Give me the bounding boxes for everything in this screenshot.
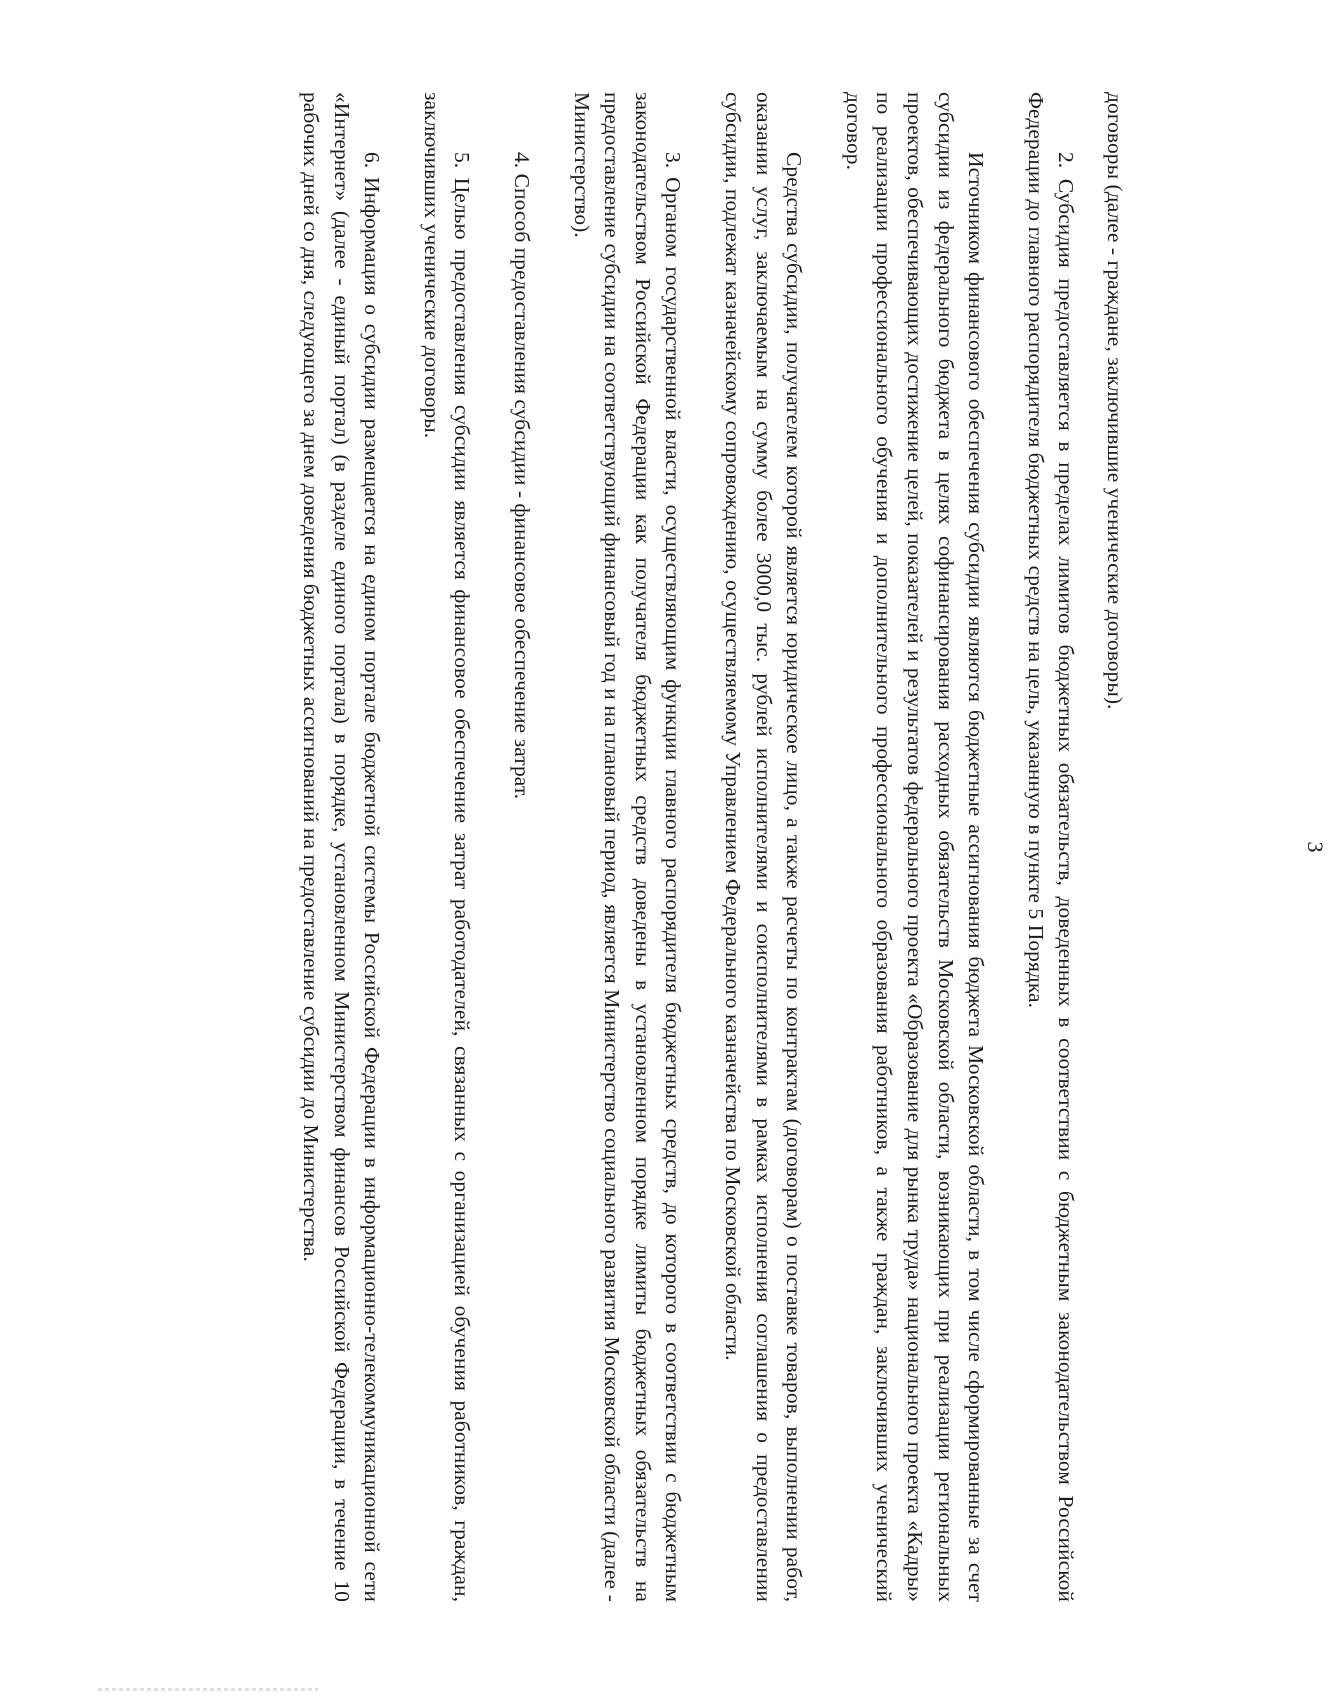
paragraph-clause-2: 2. Субсидия предоставляется в пределах лимитов бюджетных обязательств, доведенных в соответствии с бюджетным законодательством Российской Федерации до главного распорядителя бюджетных средств на цель, указанную в пункте 5 Порядка.: [1023, 92, 1079, 1602]
page-number: 3: [1303, 841, 1328, 853]
paragraph-clause-5: 5. Целью предоставления субсидии является финансовое обеспечение затрат работодателей, связанных с организацией обучения работников, граждан, заключивших ученические договоры.: [419, 92, 475, 1602]
paragraph-funding-source: Источником финансового обеспечения субсидии являются бюджетные ассигнования бюджета Московской области, в том числе сформированные за счет субсидии из федерального бюджета в целях софинансирования расходных обязательств Московской области, возникающих при реализации региональных проектов, обеспечивающих достижение целей, показателей и результатов федерального проекта «Образование для рынка труда» национального проекта «Кадры» по реализации профессионального обучения и дополнительного профессионального образования работников, а также граждан, заключивших ученический договор.: [841, 92, 989, 1602]
paragraph-continuation: договоры (далее - граждане, заключившие ученические договоры).: [1103, 92, 1127, 710]
paragraph-treasury-support: Средства субсидии, получателем которой является юридическое лицо, а также расчеты по контрактам (договорам) о поставке товаров, выполнении работ, оказании услуг, заключаемым на сумму более 3000,0 тыс. рублей исполнителями и соисполнителями в рамках исполнения соглашения о предоставлении субсидии, подлежат казначейскому сопровождению, осуществляемому Управлением Федерального казначейства по Московской области.: [721, 92, 807, 1602]
paragraph-clause-3: 3. Органом государственной власти, осуществляющим функции главного распорядителя бюджетных средств, до которого в соответствии с бюджетным законодательством Российской Федерации как получателя бюджетных средств доведены в установленном порядке лимиты бюджетных обязательств на предоставление субсидии на соответствующий финансовый год и на плановый период, является Министерство социального развития Московской области (далее - Министерство).: [569, 92, 686, 1602]
body-text: [267, 92, 1130, 1602]
paragraph-clause-6: 6. Информация о субсидии размещается на едином портале бюджетной системы Российской Федерации в информационно-телекоммуникационной сети «Интернет» (далее - единый портал) (в разделе единого портала) в порядке, установленном Министерством финансов Российской Федерации, в течение 10 рабочих дней со дня, следующего за днем доведения бюджетных ассигнований на предоставление субсидии до Министерства.: [299, 92, 385, 1602]
rotated-content: [90, 92, 1328, 1602]
paragraph-clause-4: 4. Способ предоставления субсидии - финансовое обеспечение затрат.: [510, 152, 535, 800]
scan-artifact: [98, 1688, 318, 1691]
